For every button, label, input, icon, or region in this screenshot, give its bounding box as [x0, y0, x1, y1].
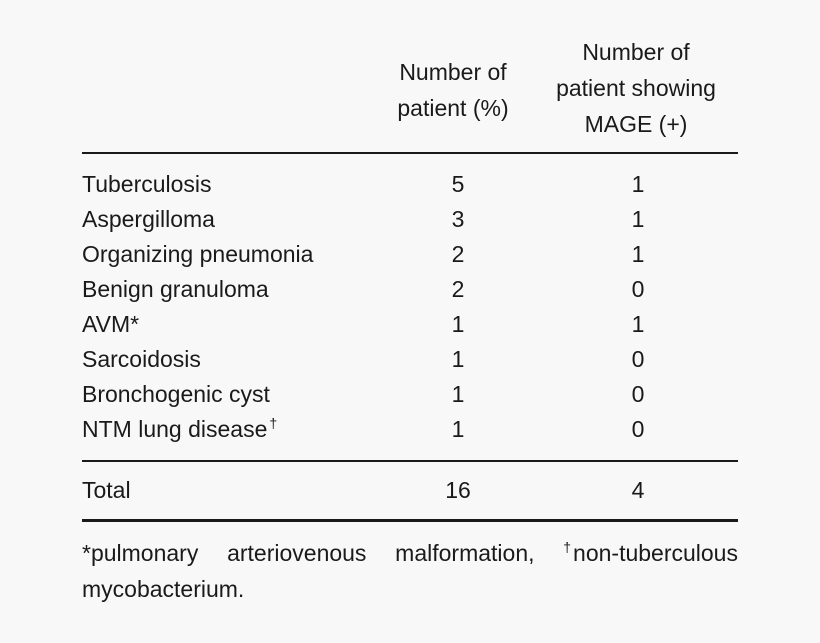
column-header-number-of-patient: [378, 54, 528, 126]
disease-name: Organizing pneumonia: [82, 241, 314, 267]
table-row: [82, 167, 738, 202]
mage-count: 1: [631, 171, 645, 197]
header-line: Number of: [582, 39, 690, 65]
mage-count: 0: [631, 346, 645, 372]
mid-rule: [82, 460, 738, 462]
patient-count: 1: [451, 311, 465, 337]
mage-count: 1: [631, 311, 645, 337]
header-line: patient (%): [397, 95, 509, 121]
table-row: [82, 202, 738, 237]
dagger-footnote-mark: †: [563, 539, 572, 555]
total-row: [82, 473, 738, 508]
disease-name: Sarcoidosis: [82, 346, 201, 372]
header-line: MAGE (+): [584, 111, 688, 137]
dagger-footnote-mark: †: [269, 415, 278, 431]
patient-count: 1: [451, 381, 465, 407]
disease-name: Bronchogenic cyst: [82, 381, 270, 407]
patient-count: 5: [451, 171, 465, 197]
mage-count: 1: [631, 206, 645, 232]
mage-count: 0: [631, 381, 645, 407]
mage-count: 1: [631, 241, 645, 267]
disease-name: AVM*: [82, 311, 140, 337]
mage-count: 0: [631, 276, 645, 302]
header-line: Number of: [399, 59, 507, 85]
table-row: [82, 377, 738, 412]
table-row: [82, 272, 738, 307]
footnote-line-1: [82, 535, 738, 571]
table-row: [82, 307, 738, 342]
total-mage-count: 4: [631, 477, 645, 503]
disease-name: Tuberculosis: [82, 171, 212, 197]
patient-count: 2: [451, 276, 465, 302]
footnote-word: †non-tuberculous: [563, 539, 738, 566]
footnote-word: arteriovenous: [227, 540, 367, 566]
patient-count: 2: [451, 241, 465, 267]
table-row: [82, 237, 738, 272]
patient-count: 1: [451, 346, 465, 372]
table-row: [82, 342, 738, 377]
total-patient-count: 16: [445, 477, 471, 503]
disease-name: Aspergilloma: [82, 206, 215, 232]
bottom-rule: [82, 519, 738, 522]
disease-name: NTM lung disease †: [82, 415, 278, 442]
top-rule: [82, 152, 738, 154]
column-header-mage-positive: [544, 34, 728, 142]
disease-name: Benign granuloma: [82, 276, 269, 302]
footnote-line-2: mycobacterium.: [82, 576, 245, 602]
patient-count: 1: [451, 416, 465, 442]
patient-count: 3: [451, 206, 465, 232]
total-label: Total: [82, 477, 131, 503]
mage-count: 0: [631, 416, 645, 442]
footnote-word: malformation,: [395, 540, 535, 566]
header-line: patient showing: [556, 75, 716, 101]
table-container: [82, 0, 738, 643]
footnote-word: *pulmonary: [82, 540, 199, 566]
table-row: [82, 412, 738, 447]
